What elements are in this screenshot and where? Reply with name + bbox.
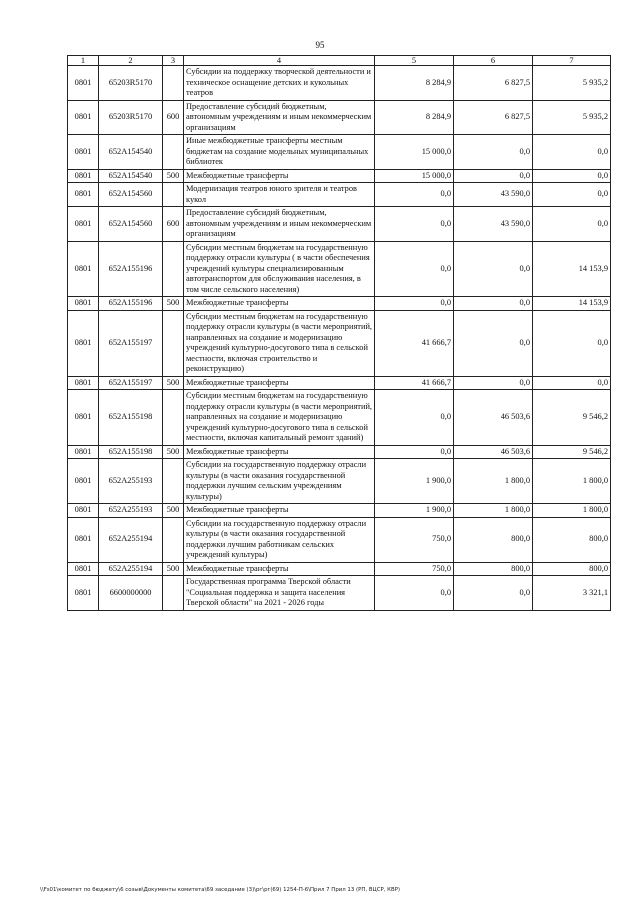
amount-col7-cell: 0,0	[533, 135, 611, 170]
amount-col5-cell: 0,0	[375, 207, 454, 242]
amount-col6-cell: 0,0	[454, 310, 533, 376]
amount-col7-cell: 800,0	[533, 562, 611, 576]
section-code-cell: 0801	[68, 100, 99, 135]
article-code-cell: 652A255194	[99, 562, 163, 576]
amount-col5-cell: 750,0	[375, 517, 454, 562]
page-number: 95	[315, 40, 325, 50]
amount-col6-cell: 46 503,6	[454, 445, 533, 459]
table-row	[68, 183, 611, 207]
table-row	[68, 169, 611, 183]
amount-col7-cell: 3 321,1	[533, 576, 611, 611]
section-code-cell: 0801	[68, 241, 99, 297]
article-code-cell: 652A154560	[99, 207, 163, 242]
article-code-cell: 652A154560	[99, 183, 163, 207]
amount-col5-cell: 8 284,9	[375, 66, 454, 101]
article-code-cell: 65203R5170	[99, 100, 163, 135]
section-code-cell: 0801	[68, 517, 99, 562]
table-row	[68, 100, 611, 135]
section-code-cell: 0801	[68, 169, 99, 183]
amount-col5-cell: 41 666,7	[375, 310, 454, 376]
section-code-cell: 0801	[68, 376, 99, 390]
amount-col5-cell: 1 900,0	[375, 504, 454, 518]
description-cell: Субсидии местным бюджетам на государственную поддержку отрасли культуры (в части мероприятий, направленных на создание и модернизацию учреждений культурно-досугового типа в сельской местности, включая капитальный ремонт зданий)	[184, 390, 375, 446]
table-row	[68, 207, 611, 242]
amount-col7-cell: 0,0	[533, 169, 611, 183]
table-row	[68, 241, 611, 297]
description-cell: Предоставление субсидий бюджетным, автономным учреждениям и иным некоммерческим организациям	[184, 207, 375, 242]
budget-table	[67, 55, 611, 611]
column-header: 3	[163, 56, 184, 66]
table-row	[68, 376, 611, 390]
article-code-cell: 652A154540	[99, 135, 163, 170]
expense-type-cell: 500	[163, 562, 184, 576]
table-row	[68, 459, 611, 504]
amount-col6-cell: 800,0	[454, 517, 533, 562]
expense-type-cell	[163, 183, 184, 207]
expense-type-cell	[163, 390, 184, 446]
amount-col7-cell: 0,0	[533, 183, 611, 207]
table-row	[68, 504, 611, 518]
description-cell: Предоставление субсидий бюджетным, автономным учреждениям и иным некоммерческим организациям	[184, 100, 375, 135]
amount-col7-cell: 0,0	[533, 376, 611, 390]
expense-type-cell: 500	[163, 376, 184, 390]
table-body	[68, 66, 611, 611]
table-row	[68, 390, 611, 446]
amount-col6-cell: 43 590,0	[454, 183, 533, 207]
table-row	[68, 576, 611, 611]
expense-type-cell	[163, 517, 184, 562]
amount-col6-cell: 46 503,6	[454, 390, 533, 446]
description-cell: Субсидии местным бюджетам на государственную поддержку отрасли культуры (в части мероприятий, направленных на создание и модернизацию учреждений культурно-досугового типа в сельской местности, включая строительство и реконструкцию)	[184, 310, 375, 376]
amount-col6-cell: 6 827,5	[454, 100, 533, 135]
section-code-cell: 0801	[68, 66, 99, 101]
table-row	[68, 562, 611, 576]
description-cell: Государственная программа Тверской области "Социальная поддержка и защита населения Тверской области" на 2021 - 2026 годы	[184, 576, 375, 611]
section-code-cell: 0801	[68, 135, 99, 170]
amount-col7-cell: 0,0	[533, 310, 611, 376]
amount-col7-cell: 800,0	[533, 517, 611, 562]
amount-col6-cell: 800,0	[454, 562, 533, 576]
amount-col6-cell: 0,0	[454, 241, 533, 297]
table-row	[68, 310, 611, 376]
amount-col5-cell: 0,0	[375, 390, 454, 446]
section-code-cell: 0801	[68, 459, 99, 504]
expense-type-cell	[163, 310, 184, 376]
table-row	[68, 135, 611, 170]
article-code-cell: 652A154540	[99, 169, 163, 183]
amount-col5-cell: 0,0	[375, 241, 454, 297]
description-cell: Межбюджетные трансферты	[184, 445, 375, 459]
amount-col6-cell: 0,0	[454, 135, 533, 170]
amount-col5-cell: 15 000,0	[375, 135, 454, 170]
section-code-cell: 0801	[68, 562, 99, 576]
article-code-cell: 652A155196	[99, 241, 163, 297]
expense-type-cell	[163, 241, 184, 297]
section-code-cell: 0801	[68, 576, 99, 611]
article-code-cell: 652A155198	[99, 445, 163, 459]
column-header: 5	[375, 56, 454, 66]
amount-col5-cell: 0,0	[375, 297, 454, 311]
expense-type-cell: 500	[163, 504, 184, 518]
table-row	[68, 445, 611, 459]
article-code-cell: 652A155197	[99, 310, 163, 376]
article-code-cell: 652A255194	[99, 517, 163, 562]
amount-col7-cell: 14 153,9	[533, 241, 611, 297]
description-cell: Межбюджетные трансферты	[184, 504, 375, 518]
column-header: 6	[454, 56, 533, 66]
table-header-row	[68, 56, 611, 66]
article-code-cell: 652A155196	[99, 297, 163, 311]
amount-col7-cell: 9 546,2	[533, 390, 611, 446]
amount-col7-cell: 1 800,0	[533, 504, 611, 518]
amount-col5-cell: 0,0	[375, 445, 454, 459]
amount-col6-cell: 0,0	[454, 376, 533, 390]
expense-type-cell: 500	[163, 169, 184, 183]
amount-col7-cell: 5 935,2	[533, 100, 611, 135]
amount-col5-cell: 750,0	[375, 562, 454, 576]
expense-type-cell	[163, 459, 184, 504]
amount-col6-cell: 0,0	[454, 576, 533, 611]
table-row	[68, 66, 611, 101]
article-code-cell: 652A255193	[99, 459, 163, 504]
amount-col6-cell: 1 800,0	[454, 459, 533, 504]
article-code-cell: 652A155197	[99, 376, 163, 390]
amount-col7-cell: 5 935,2	[533, 66, 611, 101]
column-header: 4	[184, 56, 375, 66]
amount-col7-cell: 0,0	[533, 207, 611, 242]
description-cell: Субсидии местным бюджетам на государственную поддержку отрасли культуры ( в части обеспечения учреждений культуры специализированным автотранспортом для обслуживания населения, в том числе сельского населения)	[184, 241, 375, 297]
section-code-cell: 0801	[68, 504, 99, 518]
amount-col6-cell: 1 800,0	[454, 504, 533, 518]
expense-type-cell: 600	[163, 207, 184, 242]
amount-col5-cell: 0,0	[375, 183, 454, 207]
expense-type-cell	[163, 135, 184, 170]
description-cell: Субсидии на поддержку творческой деятельности и техническое оснащение детских и кукольных театров	[184, 66, 375, 101]
amount-col5-cell: 15 000,0	[375, 169, 454, 183]
table-row	[68, 517, 611, 562]
amount-col6-cell: 43 590,0	[454, 207, 533, 242]
section-code-cell: 0801	[68, 310, 99, 376]
section-code-cell: 0801	[68, 183, 99, 207]
expense-type-cell	[163, 66, 184, 101]
amount-col6-cell: 0,0	[454, 169, 533, 183]
article-code-cell: 6600000000	[99, 576, 163, 611]
description-cell: Модернизация театров юного зрителя и театров кукол	[184, 183, 375, 207]
amount-col6-cell: 0,0	[454, 297, 533, 311]
article-code-cell: 65203R5170	[99, 66, 163, 101]
description-cell: Субсидии на государственную поддержку отрасли культуры (в части оказания государственной поддержки лучшим работникам сельских учреждений культуры)	[184, 517, 375, 562]
expense-type-cell	[163, 576, 184, 611]
amount-col7-cell: 14 153,9	[533, 297, 611, 311]
table-row	[68, 297, 611, 311]
amount-col7-cell: 9 546,2	[533, 445, 611, 459]
article-code-cell: 652A155198	[99, 390, 163, 446]
amount-col6-cell: 6 827,5	[454, 66, 533, 101]
description-cell: Субсидии на государственную поддержку отрасли культуры (в части оказания государственной поддержки лучшим сельским учреждениям культуры)	[184, 459, 375, 504]
article-code-cell: 652A255193	[99, 504, 163, 518]
amount-col5-cell: 1 900,0	[375, 459, 454, 504]
amount-col5-cell: 41 666,7	[375, 376, 454, 390]
column-header: 7	[533, 56, 611, 66]
description-cell: Межбюджетные трансферты	[184, 376, 375, 390]
description-cell: Иные межбюджетные трансферты местным бюджетам на создание модельных муниципальных библиотек	[184, 135, 375, 170]
footer-file-path: \\Fs01\комитет по бюджету\6 созыв\Документы комитета\69 заседание (3)\рг\рг(69) 1254-П-6\Прил 7 Прил 13 (РП, ВЦСР, КВР)	[40, 887, 401, 893]
description-cell: Межбюджетные трансферты	[184, 169, 375, 183]
expense-type-cell: 500	[163, 297, 184, 311]
column-header: 2	[99, 56, 163, 66]
expense-type-cell: 500	[163, 445, 184, 459]
amount-col7-cell: 1 800,0	[533, 459, 611, 504]
amount-col5-cell: 8 284,9	[375, 100, 454, 135]
amount-col5-cell: 0,0	[375, 576, 454, 611]
expense-type-cell: 600	[163, 100, 184, 135]
section-code-cell: 0801	[68, 297, 99, 311]
section-code-cell: 0801	[68, 390, 99, 446]
description-cell: Межбюджетные трансферты	[184, 562, 375, 576]
section-code-cell: 0801	[68, 445, 99, 459]
column-header: 1	[68, 56, 99, 66]
section-code-cell: 0801	[68, 207, 99, 242]
description-cell: Межбюджетные трансферты	[184, 297, 375, 311]
